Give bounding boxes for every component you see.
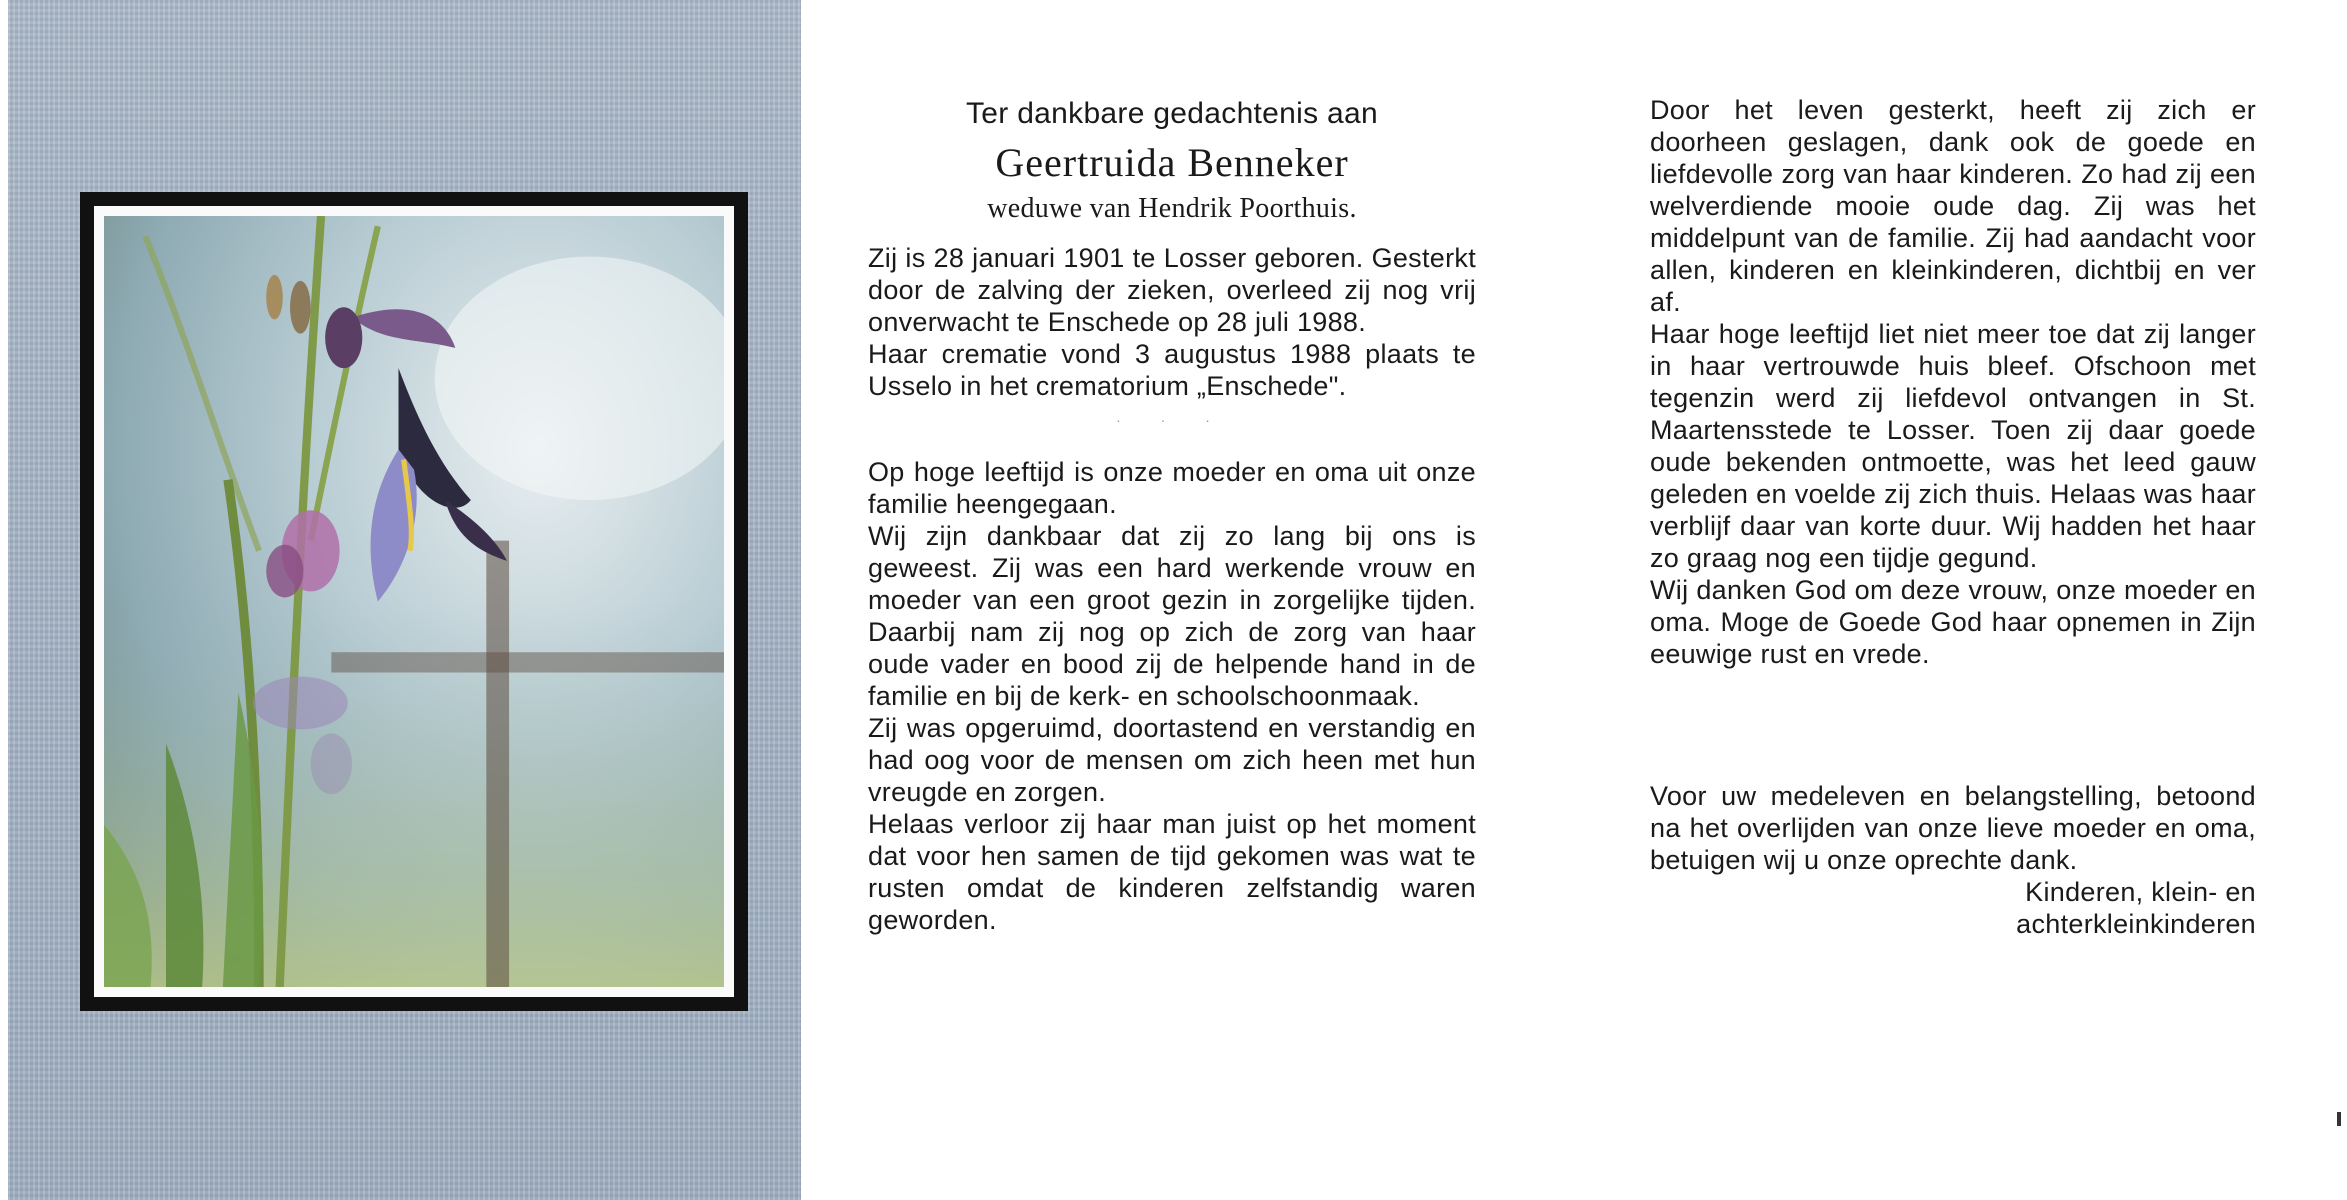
iris-flower-image (104, 216, 724, 987)
biography-paragraph: Wij danken God om deze vrouw, onze moeder en oma. Moge de Goede God haar opnemen in Zijn eeuwige rust en vrede. (1650, 575, 2256, 669)
thanks-paragraph: Voor uw medeleven en belangstelling, betoond na het overlijden van onze lieve moeder en oma, betuigen wij u onze oprechte dank. (1650, 781, 2256, 875)
biography-paragraph: Door het leven gesterkt, heeft zij zich er doorheen geslagen, dank ook de goede en liefdevolle zorg van haar kinderen. Zo had zij een welverdiende mooie oude dag. Zij was het middelpunt van de familie. Zij had aandacht voor allen, kinderen en kleinkinderen, dichtbij en ver af. (1650, 95, 2256, 317)
signature-line-2: achterkleinkinderen (2016, 909, 2256, 939)
deceased-name: Geertruida Benneker (995, 140, 1349, 185)
photo-mat (94, 206, 734, 997)
biography-paragraph: Haar crematie vond 3 augustus 1988 plaats te Usselo in het crematorium „Enschede". (868, 339, 1476, 401)
biography-paragraph: Haar hoge leeftijd liet niet meer toe dat zij langer in haar vertrouwde huis bleef. Ofschoon met tegenzin werd zij liefdevol ontvangen in St. Maartensstede te Losser. Toen zij daar goede oude bekenden ontmoette, was het leed gauw geleden en voelde zij zich thuis. Helaas was haar verblijf daar van korte duur. Wij hadden het haar zo graag nog een tijdje gegund. (1650, 319, 2256, 573)
biography-paragraph: Zij is 28 januari 1901 te Losser geboren. Gesterkt door de zalving der zieken, overleed zij nog vrij onverwacht te Enschede op 28 juli 1988. (868, 243, 1476, 337)
intro-line: Ter dankbare gedachtenis aan (965, 97, 1379, 130)
scan-edge-mark (2337, 1112, 2341, 1126)
signature-line-1: Kinderen, klein- en (2025, 877, 2256, 907)
section-divider: · · · (1116, 412, 1228, 428)
biography-paragraph: Op hoge leeftijd is onze moeder en oma uit onze familie heengegaan. (868, 457, 1476, 519)
biography-paragraph: Wij zijn dankbaar dat zij zo lang bij ons is geweest. Zij was een hard werkende vrouw en moeder van een groot gezin in zorgelijke tijden. Daarbij nam zij nog op zich de zorg van haar oude vader en bood zij de helpende hand in de familie en bij de kerk- en schoolschoonmaak. (868, 521, 1476, 711)
photo-frame (80, 192, 748, 1011)
right-column (1650, 94, 2256, 940)
spacer (1650, 670, 2256, 780)
card-cover (8, 0, 801, 1200)
middle-column (868, 94, 1476, 936)
flower-photo (104, 216, 724, 987)
biography-paragraph: Helaas verloor zij haar man juist op het moment dat voor hen samen de tijd gekomen was wat te rusten omdat de kinderen zelfstandig waren geworden. (868, 809, 1476, 935)
biography-paragraph: Zij was opgeruimd, doortastend en verstandig en had oog voor de mensen om zich heen met hun vreugde en zorgen. (868, 713, 1476, 807)
widow-of-line: weduwe van Hendrik Poorthuis. (987, 193, 1357, 224)
